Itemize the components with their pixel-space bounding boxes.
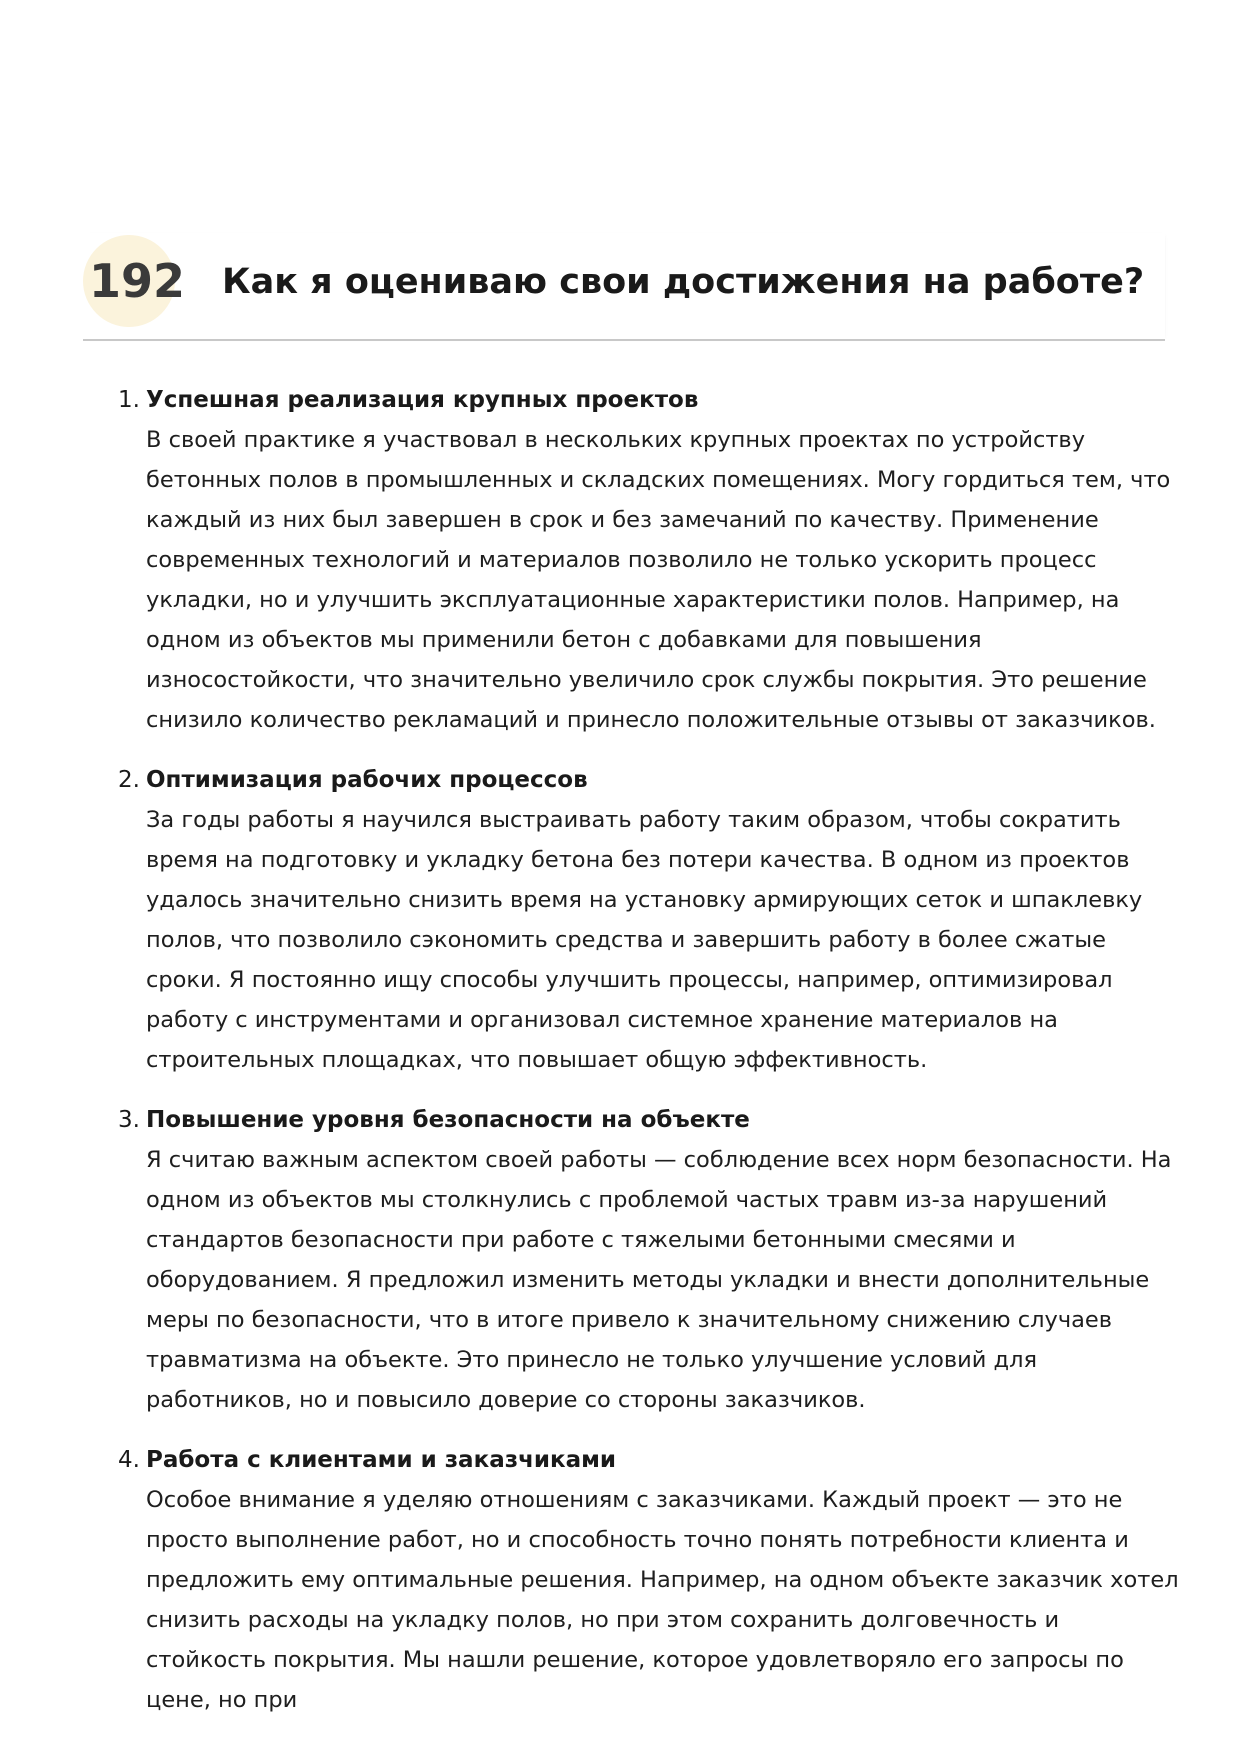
list-item <box>116 1440 1179 1720</box>
list-item-number: 3. <box>118 1107 140 1133</box>
list-item-heading: Повышение уровня безопасности на объекте <box>146 1107 750 1133</box>
list-item <box>116 760 1176 1080</box>
list-item-text: Особое внимание я уделяю отношениям с заказчиками. Каждый проект — это не просто выполнение работ, но и способность точно понять потребности клиента и предложить ему оптимальные решения. Например, на одном объекте заказчик хотел снизить расходы на укладку полов, но при этом сохранить долговечность и стойкость покрытия. Мы нашли решение, которое удовлетворяло его запросы по цене, но при <box>146 1487 1179 1713</box>
list-item-number: 4. <box>118 1447 140 1473</box>
list-item-text: В своей практике я участвовал в нескольких крупных проектах по устройству бетонных полов в промышленных и складских помещениях. Могу гордиться тем, что каждый из них был завершен в срок и без замечаний по качеству. Применение современных технологий и материалов позволило не только ускорить процесс укладки, но и улучшить эксплуатационные характеристики полов. Например, на одном из объектов мы применили бетон с добавками для повышения износостойкости, что значительно увеличило срок службы покрытия. Это решение снизило количество рекламаций и принесло положительные отзывы от заказчиков. <box>146 427 1171 733</box>
list-item-heading: Успешная реализация крупных проектов <box>146 387 699 413</box>
list-item-heading: Работа с клиентами и заказчиками <box>146 1447 617 1473</box>
question-header <box>83 233 1165 341</box>
list-item <box>116 1100 1176 1420</box>
page-title: Как я оцениваю свои достижения на работе? <box>222 262 1145 302</box>
list-item <box>116 380 1176 740</box>
list-item-number: 1. <box>118 387 140 413</box>
question-number: 192 <box>89 254 186 308</box>
list-item-heading: Оптимизация рабочих процессов <box>146 767 588 793</box>
achievements-list <box>116 380 1179 1740</box>
list-item-text: Я считаю важным аспектом своей работы — соблюдение всех норм безопасности. На одном из объектов мы столкнулись с проблемой частых травм из-за нарушений стандартов безопасности при работе с тяжелыми бетонными смесями и оборудованием. Я предложил изменить методы укладки и внести дополнительные меры по безопасности, что в итоге привело к значительному снижению случаев травматизма на объекте. Это принесло не только улучшение условий для работников, но и повысило доверие со стороны заказчиков. <box>146 1147 1172 1413</box>
list-item-text: За годы работы я научился выстраивать работу таким образом, чтобы сократить время на подготовку и укладку бетона без потери качества. В одном из проектов удалось значительно снизить время на установку армирующих сеток и шпаклевку полов, что позволило сэкономить средства и завершить работу в более сжатые сроки. Я постоянно ищу способы улучшить процессы, например, оптимизировал работу с инструментами и организовал системное хранение материалов на строительных площадках, что повышает общую эффективность. <box>146 807 1143 1073</box>
list-item-number: 2. <box>118 767 140 793</box>
